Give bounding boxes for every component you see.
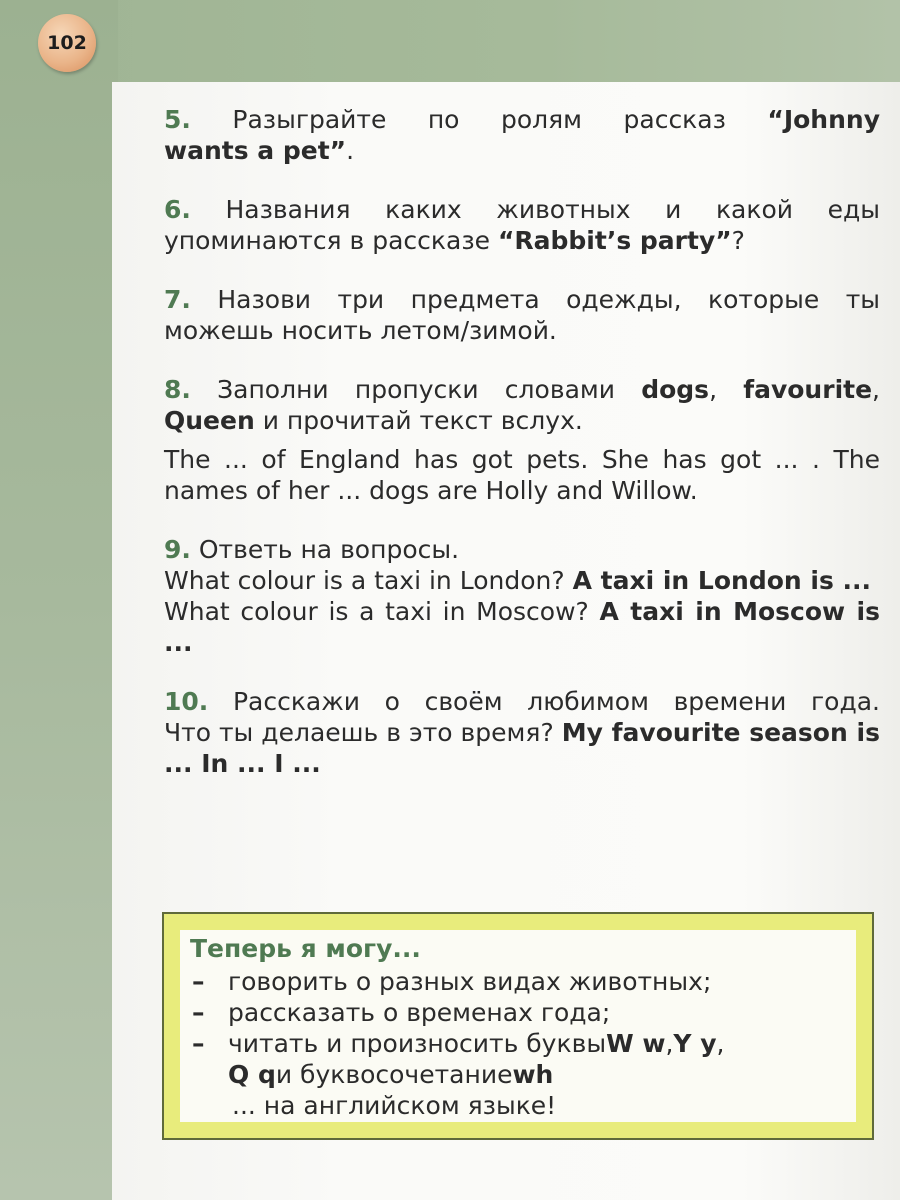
summary-box	[162, 912, 874, 1140]
exercise-number: 7.	[164, 285, 191, 314]
summary-item: – читать и произносить буквы W w , Y y ,	[192, 1029, 725, 1058]
letters-wh: wh	[512, 1060, 554, 1089]
summary-title: Теперь я могу...	[190, 934, 421, 963]
story-title: “Rabbit’s party”	[497, 226, 732, 255]
story-title: “Johnny	[767, 105, 880, 134]
question-1: What colour is a taxi in London? A taxi in London is ...	[164, 566, 872, 595]
answer-1: A taxi in London is ...	[572, 566, 872, 595]
word-favourite: favourite	[743, 375, 873, 404]
exercise-number: 5.	[164, 105, 191, 134]
exercises	[164, 104, 880, 807]
summary-item: – рассказать о временах года;	[192, 998, 611, 1027]
summary-closing: ... на английском языке!	[232, 1091, 557, 1120]
gap-fill-passage: The ... of England has got pets. She has got ... . The names of her ... dogs are Holly and Willow.	[164, 445, 880, 505]
letters-qq: Q q	[228, 1060, 276, 1089]
answer-2: A taxi in Moscow is ...	[164, 597, 880, 657]
question-2: What colour is a taxi in Moscow? A taxi in Moscow is ...	[164, 597, 880, 657]
left-margin-band	[0, 0, 118, 1200]
top-band	[0, 0, 900, 90]
exercise-number: 9.	[164, 535, 191, 564]
letters-ww: W w	[606, 1029, 666, 1058]
exercise-7: 7. Назови три предмета одежды, которые ты можешь носить летом/зимой.	[164, 285, 880, 345]
exercise-9: 9. Ответь на вопросы. What colour is a taxi in London? A taxi in London is ... What colour is a taxi in Moscow? A taxi in Moscow is ...	[164, 535, 880, 657]
exercise-10: 10. Расскажи о своём любимом времени года. Что ты делаешь в это время? My favourite season is ... In ... I ...	[164, 687, 880, 778]
exercise-6: 6. Названия каких животных и какой еды упоминаются в рассказе “Rabbit’s party”?	[164, 195, 880, 255]
story-title-cont: wants a pet”	[164, 136, 347, 165]
exercise-number: 10.	[164, 687, 209, 716]
summary-item: – говорить о разных видах животных;	[192, 967, 712, 996]
word-queen: Queen	[164, 406, 255, 435]
letters-yy: Y y	[673, 1029, 717, 1058]
exercise-number: 6.	[164, 195, 191, 224]
page-number-badge: 102	[38, 14, 96, 72]
instruction-text: Разыграйте по ролям рассказ	[232, 105, 768, 134]
exercise-8: 8. Заполни пропуски словами dogs, favourite, Queen и прочитай текст вслух. The ... of England has got pets. She has got ... . The names of her ... dogs are Holly and Willow.	[164, 375, 880, 505]
instruction-text: Названия каких животных и какой еды	[225, 195, 880, 224]
summary-item-cont: Q q и буквосочетание wh	[228, 1060, 554, 1089]
answer-prompt: My favourite season is ... In ... I ...	[164, 718, 880, 778]
exercise-5: 5. Разыграйте по ролям рассказ “Johnny wants a pet”.	[164, 105, 880, 165]
word-dogs: dogs	[641, 375, 710, 404]
instruction-text: Назови три предмета одежды, которые ты	[217, 285, 880, 314]
exercise-number: 8.	[164, 375, 191, 404]
summary-list	[192, 966, 842, 1121]
